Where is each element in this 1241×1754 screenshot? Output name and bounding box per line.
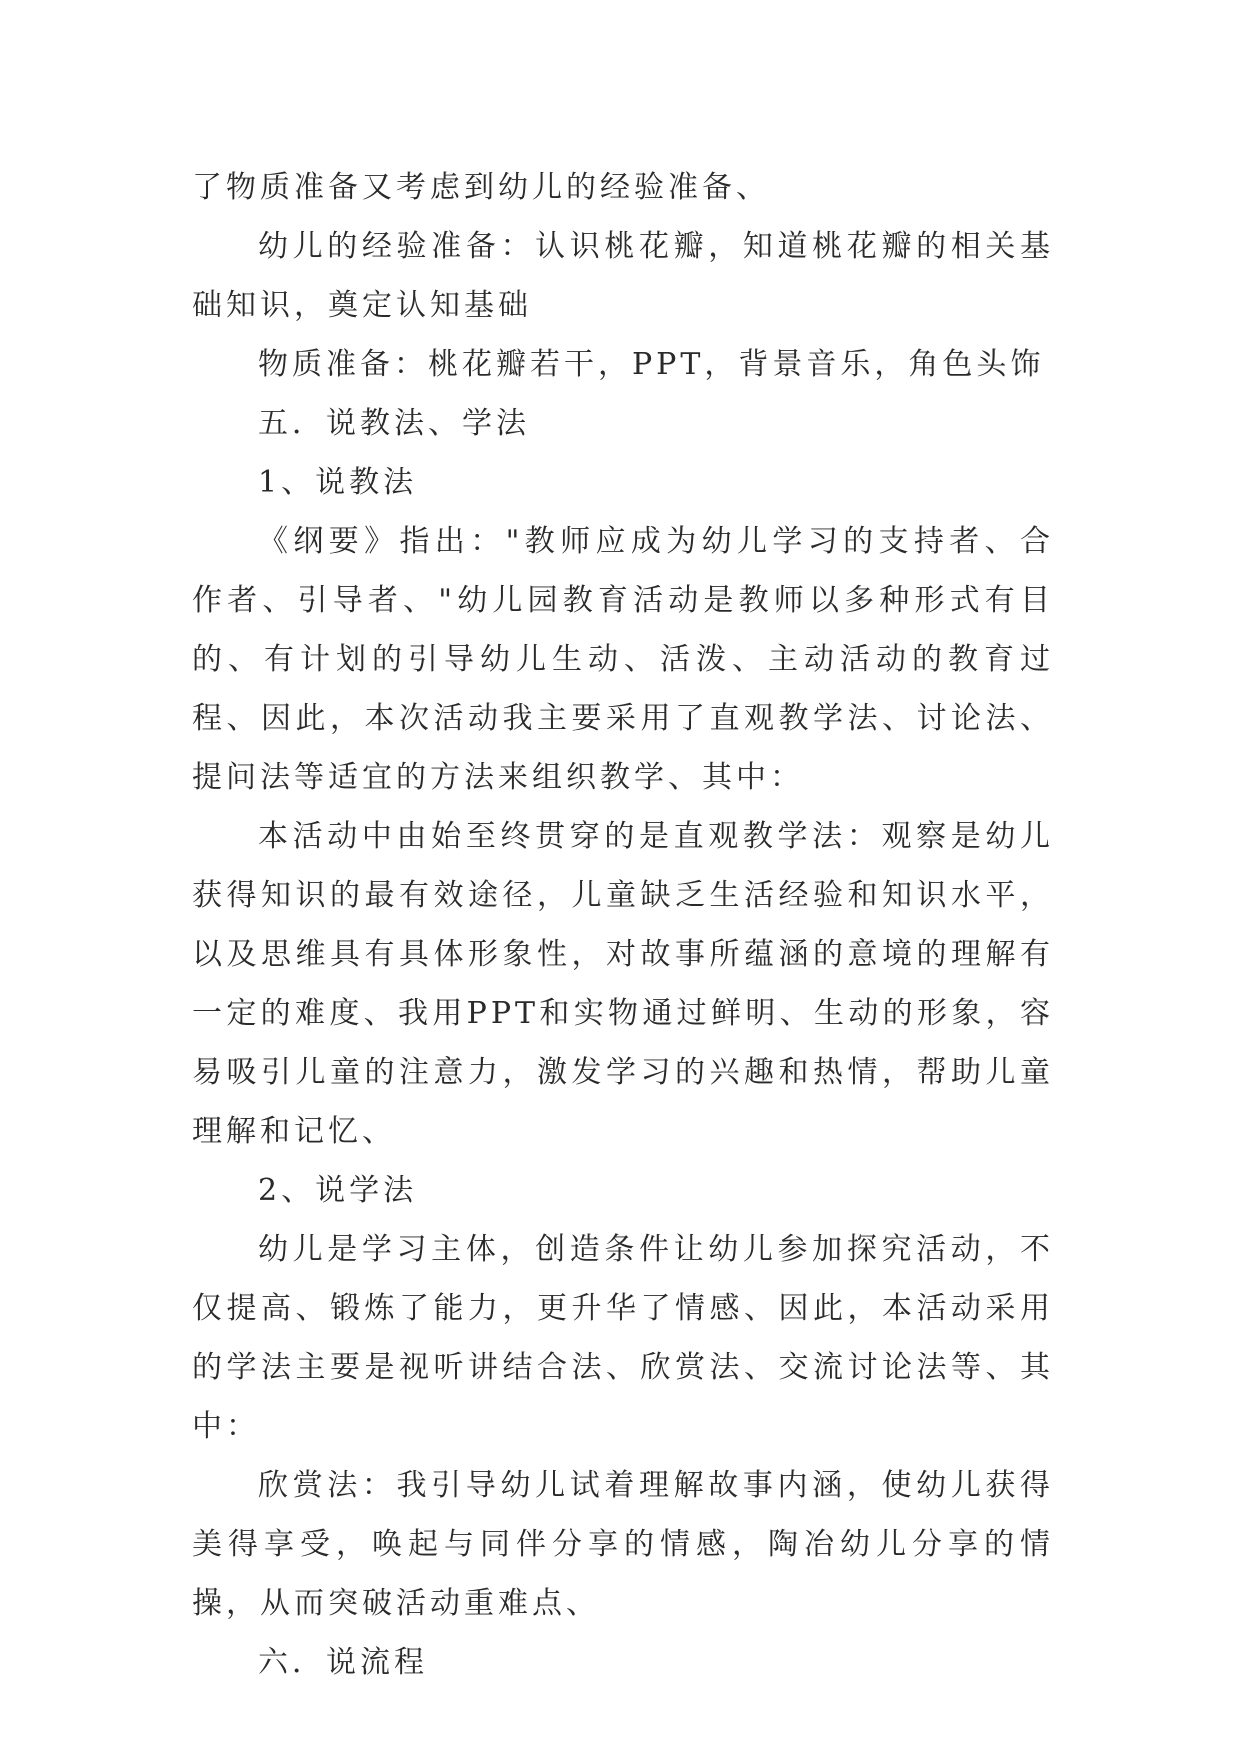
paragraph-learning-subject: 幼儿是学习主体，创造条件让幼儿参加探究活动，不仅提高、锻炼了能力，更升华了情感、因此，本活动采用的学法主要是视听讲结合法、欣赏法、交流讨论法等、其中： [192,1232,1054,1444]
paragraph-continuation: 了物质准备又考虑到幼儿的经验准备、 [192,170,770,205]
paragraph-outline-quote: 《纲要》指出："教师应成为幼儿学习的支持者、合作者、引导者、"幼儿园教育活动是教师以多种形式有目的、有计划的引导幼儿生动、活泼、主动活动的教育过程、因此，本次活动我主要采用了直观教学法、讨论法、提问法等适宜的方法来组织教学、其中： [192,524,1054,795]
document-body [192,158,1054,1692]
paragraph-experience-prep: 幼儿的经验准备：认识桃花瓣，知道桃花瓣的相关基础知识，奠定认知基础 [192,229,1054,323]
paragraph-intuitive-teaching: 本活动中由始至终贯穿的是直观教学法：观察是幼儿获得知识的最有效途径，儿童缺乏生活经验和知识水平，以及思维具有具体形象性，对故事所蕴涵的意境的理解有一定的难度、我用PPT和实物通过鲜明、生动的形象，容易吸引儿童的注意力，激发学习的兴趣和热情，帮助儿童理解和记忆、 [192,819,1054,1149]
section-heading-methods: 五．说教法、学法 [258,406,530,441]
paragraph-material-prep: 物质准备：桃花瓣若干，PPT，背景音乐，角色头饰 [258,347,1045,382]
subheading-learning-method: 2、说学法 [258,1173,418,1208]
section-heading-process: 六．说流程 [258,1645,428,1680]
paragraph-appreciation-method: 欣赏法：我引导幼儿试着理解故事内涵，使幼儿获得美得享受，唤起与同伴分享的情感，陶冶幼儿分享的情操，从而突破活动重难点、 [192,1468,1054,1621]
subheading-teaching-method: 1、说教法 [258,465,418,500]
